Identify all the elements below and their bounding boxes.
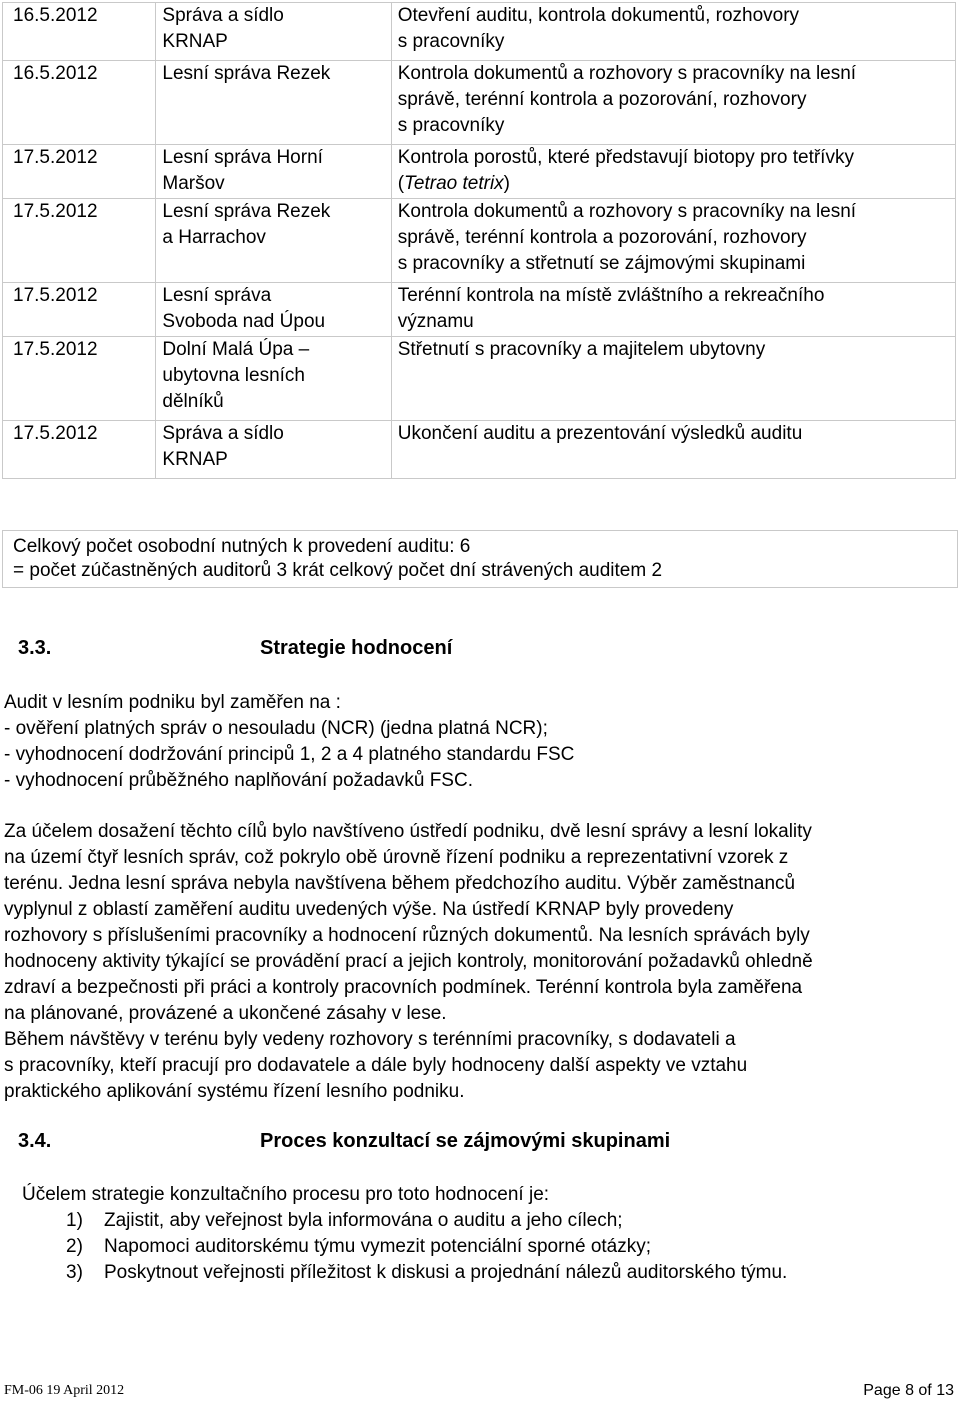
table-row (3, 145, 956, 199)
row-activity: Kontrola porostů, které představují biotopy pro tetřívky (Tetrao tetrix) (391, 145, 955, 199)
row-activity: Střetnutí s pracovníky a majitelem ubytovny (391, 337, 955, 421)
page-number: Page 8 of 13 (863, 1382, 954, 1399)
table-row (3, 3, 956, 61)
table-row (3, 61, 956, 145)
list-item: - vyhodnocení dodržování principů 1, 2 a 4 platného standardu FSC (4, 744, 575, 765)
row-date: 17.5.2012 (3, 199, 156, 283)
section-3-4-body: Účelem strategie konzultačního procesu pro toto hodnocení je: 1) Zajistit, aby veřejnost byla informována o auditu a jeho cílech; 2) Napomoci auditorskému týmu vymezit potenciální sporné otázky; 3) Poskytnout veřejnosti příležitost k diskusi a projednání nálezů auditorského týmu. (22, 1182, 960, 1286)
row-date: 17.5.2012 (3, 145, 156, 199)
audit-days-summary (2, 530, 958, 588)
section-3-3-body: Za účelem dosažení těchto cílů bylo navštíveno ústředí podniku, dvě lesní správy a lesní lokality na území čtyř lesních správ, což pokrylo obě úrovně řízení podniku a reprezentativní vzorek z terénu. Jedna lesní správa nebyla navštívena během předchozího auditu. Výběr zaměstnanců vyplynul z oblastí zaměření auditu uvedených výše. Na ústředí KRNAP byly provedeny rozhovory s příslušeními pracovníky a hodnocení různých dokumentů. Na lesních správách byly hodnoceny aktivity týkající se provádění prací a jejich kontroly, monitorování požadavků ohledně zdraví a bezpečnosti při práci a kontroly pracovních podmínek. Terénní kontrola byla zaměřena na plánované, provázené a ukončené zásahy v lese. Během návštěvy v terénu byly vedeny rozhovory s terénními pracovníky, s dodavateli a s pracovníky, kteří pracují pro dodavatele a dále byly hodnoceny další aspekty ve vztahu praktického aplikování systému řízení lesního podniku. (4, 821, 813, 1102)
section-3-4-number: 3.4. (18, 1130, 52, 1152)
table-row (3, 199, 956, 283)
row-activity: Otevření auditu, kontrola dokumentů, rozhovory s pracovníky (391, 3, 955, 61)
section-3-4-title: Proces konzultací se zájmovými skupinami (260, 1130, 671, 1152)
list-item: 2) Napomoci auditorskému týmu vymezit potenciální sporné otázky; (66, 1236, 652, 1257)
row-activity: Kontrola dokumentů a rozhovory s pracovníky na lesní správě, terénní kontrola a pozorování, rozhovory s pracovníky (391, 61, 955, 145)
table-row (3, 337, 956, 421)
row-activity: Ukončení auditu a prezentování výsledků auditu (391, 421, 955, 479)
row-activity: Kontrola dokumentů a rozhovory s pracovníky na lesní správě, terénní kontrola a pozorování, rozhovory s pracovníky a střetnutí se zájmovými skupinami (391, 199, 955, 283)
list-item: - vyhodnocení průběžného naplňování požadavků FSC. (4, 770, 473, 791)
row-place: Lesní správa Rezek (156, 61, 391, 145)
summary-line: = počet zúčastněných auditorů 3 krát celkový počet dní strávených auditem 2 (13, 560, 663, 581)
row-date: 16.5.2012 (3, 61, 156, 145)
list-item: 3) Poskytnout veřejnosti příležitost k diskusi a projednání nálezů auditorského týmu. (66, 1262, 788, 1283)
row-date: 16.5.2012 (3, 3, 156, 61)
row-place: Dolní Malá Úpa – ubytovna lesních dělníků (156, 337, 391, 421)
row-place: Lesní správa Svoboda nad Úpou (156, 283, 391, 337)
list-item: - ověření platných správ o nesouladu (NCR) (jedna platná NCR); (4, 718, 548, 739)
section-3-3-number: 3.3. (18, 637, 52, 659)
row-place: Správa a sídlo KRNAP (156, 421, 391, 479)
section-3-3-intro: Audit v lesním podniku byl zaměřen na : - ověření platných správ o nesouladu (NCR) (jedna platná NCR); - vyhodnocení dodržování principů 1, 2 a 4 platného standardu FSC - vyhodnocení průběžného naplňování požadavků FSC. (4, 690, 956, 794)
row-place: Lesní správa Rezek a Harrachov (156, 199, 391, 283)
table-row (3, 283, 956, 337)
list-item: 1) Zajistit, aby veřejnost byla informována o auditu a jeho cílech; (66, 1210, 623, 1231)
section-3-3-title: Strategie hodnocení (260, 637, 453, 659)
row-activity: Terénní kontrola na místě zvláštního a rekreačního významu (391, 283, 955, 337)
row-place: Správa a sídlo KRNAP (156, 3, 391, 61)
summary-line: Celkový počet osobodní nutných k provedení auditu: 6 (13, 536, 471, 557)
species-name: Tetrao tetrix (404, 173, 504, 194)
table-row (3, 421, 956, 479)
row-place: Lesní správa Horní Maršov (156, 145, 391, 199)
row-date: 17.5.2012 (3, 421, 156, 479)
row-date: 17.5.2012 (3, 283, 156, 337)
row-date: 17.5.2012 (3, 337, 156, 421)
goal-list (22, 1208, 960, 1286)
audit-schedule-table (2, 2, 956, 479)
document-code: FM-06 19 April 2012 (4, 1383, 125, 1398)
